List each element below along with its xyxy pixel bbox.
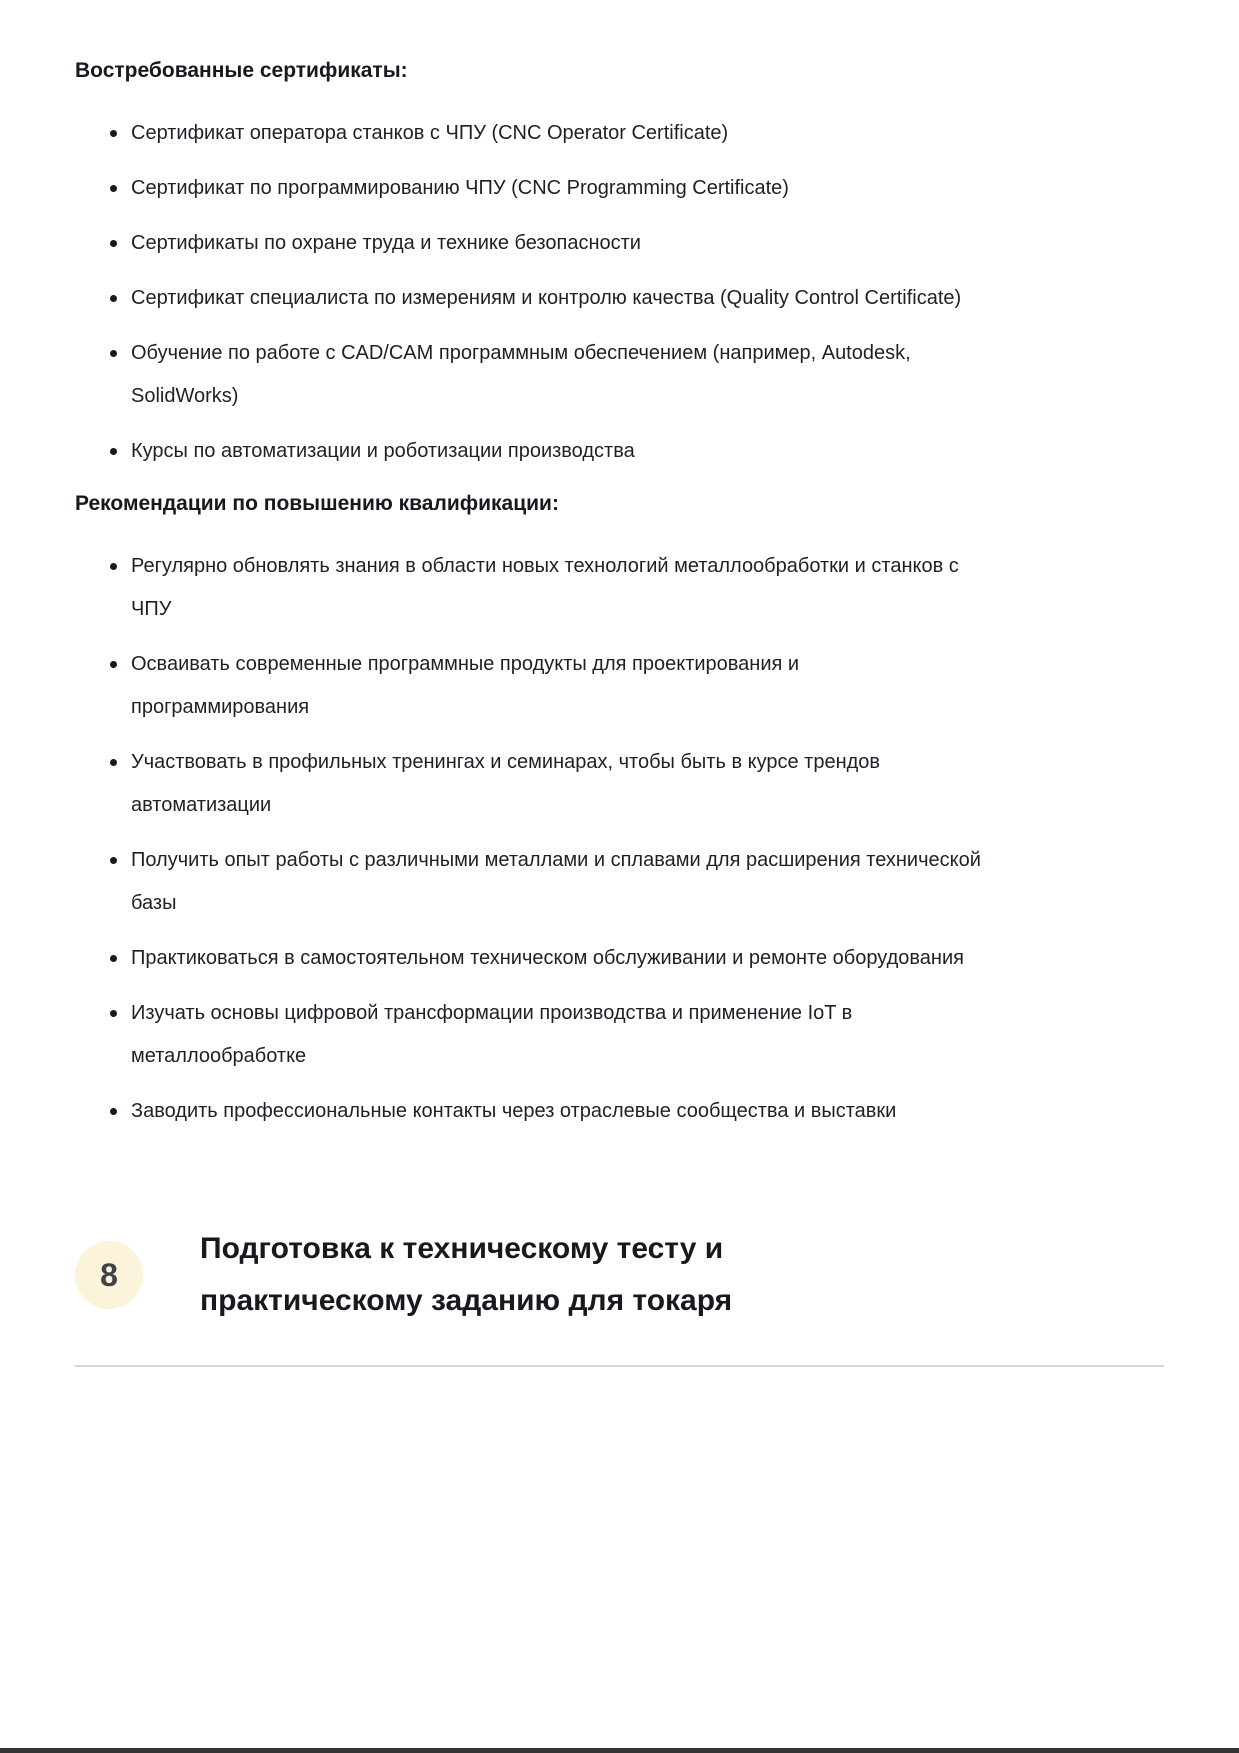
list-item <box>75 992 981 1078</box>
bullet-icon <box>110 955 117 962</box>
bullet-icon <box>110 295 117 302</box>
list-item <box>75 112 981 155</box>
bullet-icon <box>110 448 117 455</box>
chapter-title: Подготовка к техническому тесту и практическому заданию для токаря <box>200 1232 733 1317</box>
list-item <box>75 643 981 729</box>
list-item <box>75 332 981 418</box>
list-item-text: Получить опыт работы с различными металлами и сплавами для расширения технической базы <box>131 849 981 914</box>
list-item-text: Сертификат по программированию ЧПУ (CNC Programming Certificate) <box>131 177 789 199</box>
bullet-icon <box>110 350 117 357</box>
list-item-text: Обучение по работе с CAD/CAM программным обеспечением (например, Autodesk, SolidWorks) <box>131 342 911 407</box>
list-item-text: Регулярно обновлять знания в области новых технологий металлообработки и станков с ЧПУ <box>131 555 959 620</box>
certificates-heading: Востребованные сертификаты: <box>75 59 408 82</box>
list-item-text: Практиковаться в самостоятельном техническом обслуживании и ремонте оборудования <box>131 947 964 969</box>
bullet-icon <box>110 563 117 570</box>
bullet-icon <box>110 857 117 864</box>
page-bottom-border <box>0 1748 1239 1753</box>
bullet-icon <box>110 185 117 192</box>
chapter-number-badge: 8 <box>75 1241 143 1309</box>
list-item-text: Курсы по автоматизации и роботизации производства <box>131 440 635 462</box>
list-item <box>75 937 981 980</box>
bullet-icon <box>110 759 117 766</box>
list-item-text: Сертификаты по охране труда и технике безопасности <box>131 232 641 254</box>
list-item <box>75 741 981 827</box>
list-item-text: Осваивать современные программные продукты для проектирования и программирования <box>131 653 800 718</box>
list-item-text: Заводить профессиональные контакты через отраслевые сообщества и выставки <box>131 1100 897 1122</box>
certificates-list <box>75 112 1164 473</box>
recommendations-heading: Рекомендации по повышению квалификации: <box>75 492 559 515</box>
list-item <box>75 167 981 210</box>
list-item <box>75 545 981 631</box>
list-item <box>75 430 981 473</box>
bullet-icon <box>110 1010 117 1017</box>
bullet-icon <box>110 661 117 668</box>
list-item-text: Сертификат оператора станков с ЧПУ (CNC Operator Certificate) <box>131 122 729 144</box>
list-item-text: Изучать основы цифровой трансформации производства и применение IoT в металлообработке <box>131 1002 853 1067</box>
list-item <box>75 222 981 265</box>
chapter-header <box>75 1223 1164 1327</box>
bullet-icon <box>110 1108 117 1115</box>
list-item-text: Участвовать в профильных тренингах и семинарах, чтобы быть в курсе трендов автоматизации <box>131 751 881 816</box>
bullet-icon <box>110 130 117 137</box>
list-item <box>75 277 981 320</box>
list-item-text: Сертификат специалиста по измерениям и контролю качества (Quality Control Certificate) <box>131 287 962 309</box>
list-item <box>75 1090 981 1133</box>
recommendations-list <box>75 545 1164 1133</box>
list-item <box>75 839 981 925</box>
section-divider <box>75 1365 1164 1367</box>
bullet-icon <box>110 240 117 247</box>
